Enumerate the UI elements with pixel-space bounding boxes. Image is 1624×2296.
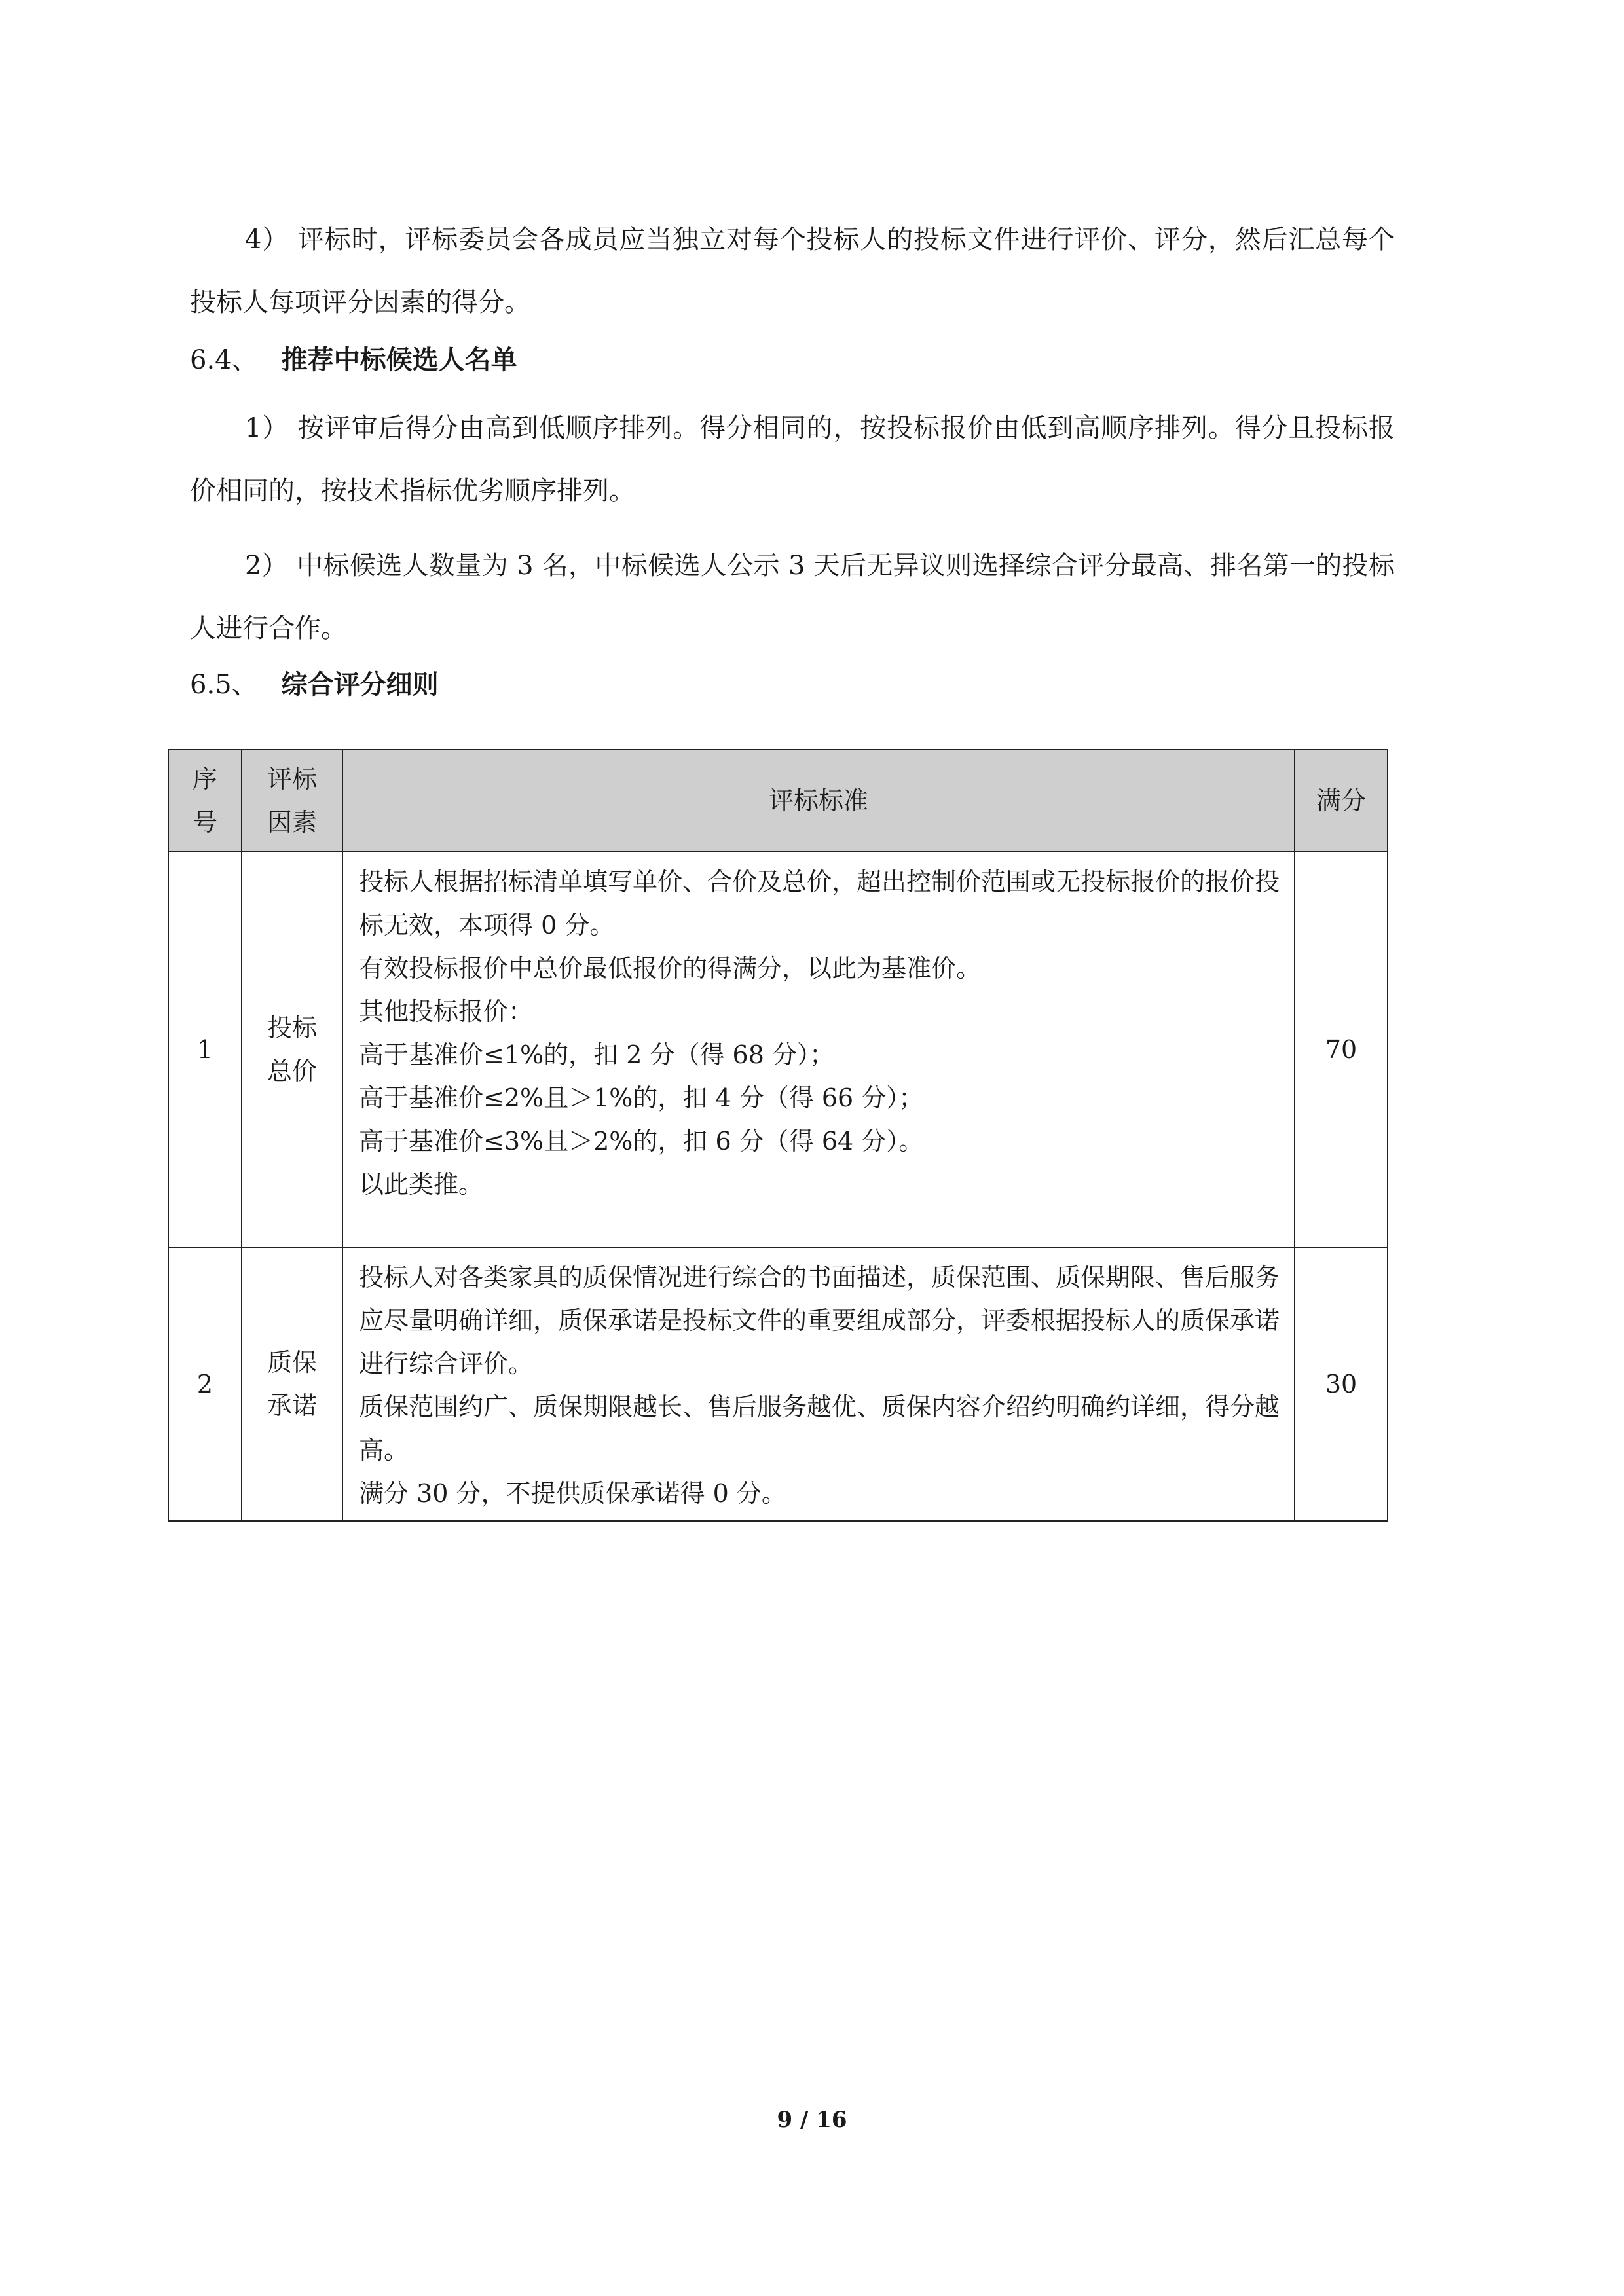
header-full-score: 满分 [1295, 750, 1388, 852]
table-header-row [168, 750, 1388, 852]
row-full-score: 70 [1295, 852, 1388, 1247]
criteria-line: 质保范围约广、质保期限越长、售后服务越优、质保内容介绍约明确约详细，得分越高。 [359, 1393, 1280, 1465]
page-number: 9 / 16 [777, 2107, 847, 2133]
row-factor: 质保 承诺 [242, 1247, 342, 1521]
table-row [168, 1247, 1388, 1521]
paragraph-ranking-1: 1） 按评审后得分由高到低顺序排列。得分相同的，按投标报价由低到高顺序排列。得分且投标报价相同的，按技术指标优劣顺序排列。 [190, 413, 1395, 506]
criteria-line: 有效投标报价中总价最低报价的得满分，以此为基准价。 [359, 954, 982, 983]
section-title: 推荐中标候选人名单 [281, 344, 517, 375]
header-factor: 评标 因素 [242, 750, 342, 852]
scoring-table [168, 749, 1388, 1522]
row-criteria [342, 1247, 1295, 1521]
criteria-line: 投标人根据招标清单填写单价、合价及总价，超出控制价范围或无投标报价的报价投标无效，本项得 0 分。 [359, 867, 1280, 939]
section-heading-6-4 [190, 340, 517, 380]
table-row [168, 852, 1388, 1247]
row-seq: 2 [168, 1247, 242, 1521]
paragraph-evaluation-4: 4） 评标时，评标委员会各成员应当独立对每个投标人的投标文件进行评价、评分，然后汇总每个投标人每项评分因素的得分。 [190, 225, 1395, 318]
criteria-line: 高于基准价≤1%的，扣 2 分（得 68 分）； [359, 1040, 834, 1069]
criteria-line: 高于基准价≤2%且＞1%的，扣 4 分（得 66 分）； [359, 1084, 924, 1112]
section-number: 6.5、 [190, 670, 258, 700]
criteria-line: 其他投标报价： [359, 997, 534, 1026]
row-full-score: 30 [1295, 1247, 1388, 1521]
criteria-line: 满分 30 分，不提供质保承诺得 0 分。 [359, 1479, 786, 1508]
paragraph-ranking-2: 2） 中标候选人数量为 3 名，中标候选人公示 3 天后无异议则选择综合评分最高、排名第一的投标人进行合作。 [190, 551, 1395, 644]
section-title: 综合评分细则 [281, 669, 439, 700]
row-factor: 投标 总价 [242, 852, 342, 1247]
section-heading-6-5 [190, 665, 439, 704]
section-number: 6.4、 [190, 345, 258, 375]
criteria-line: 以此类推。 [359, 1170, 484, 1199]
row-criteria [342, 852, 1295, 1247]
header-seq: 序 号 [168, 750, 242, 852]
header-criteria: 评标标准 [342, 750, 1295, 852]
row-seq: 1 [168, 852, 242, 1247]
criteria-line: 投标人对各类家具的质保情况进行综合的书面描述，质保范围、质保期限、售后服务应尽量明确详细，质保承诺是投标文件的重要组成部分，评委根据投标人的质保承诺进行综合评价。 [359, 1263, 1280, 1378]
criteria-line: 高于基准价≤3%且＞2%的，扣 6 分（得 64 分）。 [359, 1127, 924, 1156]
